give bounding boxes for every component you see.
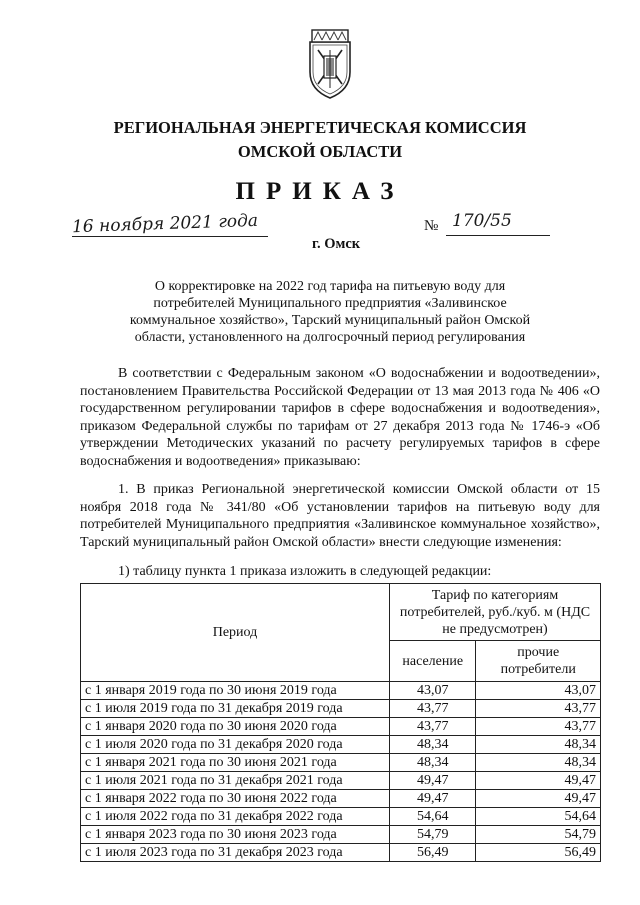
population-tariff-cell: 48,34 [390,754,476,772]
period-cell: с 1 января 2021 года по 30 июня 2021 года [81,754,390,772]
population-tariff-cell: 56,49 [390,844,476,862]
date-underline [72,236,268,237]
table-row [81,772,601,790]
other-tariff-cell: 49,47 [476,772,601,790]
period-cell: с 1 июля 2021 года по 31 декабря 2021 года [81,772,390,790]
table-row [81,790,601,808]
clause-1-paragraph: 1. В приказ Региональной энергетической комиссии Омской области от 15 ноября 2018 года № 341/80 «Об установлении тарифов на питьевую воду для потребителей Муниципального предприятия «Заливинское коммунальное хозяйство», Тарский муниципальный район Омской области» внести следующие изменения: [80,482,600,550]
period-cell: с 1 января 2019 года по 30 июня 2019 года [81,682,390,700]
preamble-paragraph: В соответствии с Федеральным законом «О водоснабжении и водоотведении», постановлением Правительства Российской Федерации от 13 мая 2013 года № 406 «О государственном регулировании тарифов в сфере водоснабжения и водоотведения», приказом Федеральной службы по тарифам от 27 декабря 2013 года № 1746-э «Об утверждении Методических указаний по расчету регулируемых тарифов в сфере водоснабжения и водоотведения» приказываю: [80,366,600,469]
population-tariff-cell: 43,07 [390,682,476,700]
table-row [81,718,601,736]
table-row [81,736,601,754]
number-underline [446,235,550,236]
table-row [81,844,601,862]
other-tariff-cell: 56,49 [476,844,601,862]
population-tariff-cell: 43,77 [390,718,476,736]
other-tariff-cell: 43,77 [476,718,601,736]
period-cell: с 1 января 2020 года по 30 июня 2020 года [81,718,390,736]
period-cell: с 1 июля 2020 года по 31 декабря 2020 года [81,736,390,754]
table-row [81,808,601,826]
other-tariff-cell: 54,79 [476,826,601,844]
city-label: г. Омск [312,236,361,252]
handwritten-date: 16 ноября 2021 года [71,210,259,238]
organization-name: РЕГИОНАЛЬНАЯ ЭНЕРГЕТИЧЕСКАЯ КОМИССИЯ [113,118,527,137]
omsk-coat-of-arms-icon [306,28,354,102]
column-header-other: прочие потребители [476,641,601,682]
other-tariff-cell: 49,47 [476,790,601,808]
population-tariff-cell: 49,47 [390,790,476,808]
period-cell: с 1 января 2022 года по 30 июня 2022 года [81,790,390,808]
population-tariff-cell: 43,77 [390,700,476,718]
population-tariff-cell: 49,47 [390,772,476,790]
other-tariff-cell: 43,77 [476,700,601,718]
table-row [81,754,601,772]
period-cell: с 1 июля 2022 года по 31 декабря 2022 года [81,808,390,826]
tariff-table [80,583,601,862]
population-tariff-cell: 54,64 [390,808,476,826]
population-tariff-cell: 54,79 [390,826,476,844]
column-header-period: Период [81,584,390,682]
period-cell: с 1 июля 2019 года по 31 декабря 2019 года [81,700,390,718]
period-cell: с 1 января 2023 года по 30 июня 2023 года [81,826,390,844]
column-header-population: население [390,641,476,682]
organization-region: ОМСКОЙ ОБЛАСТИ [237,142,403,161]
handwritten-number: 170/55 [452,211,512,231]
column-header-tariff: Тариф по категориям потребителей, руб./куб. м (НДС не предусмотрен) [390,584,601,641]
population-tariff-cell: 48,34 [390,736,476,754]
table-row [81,826,601,844]
order-subject: О корректировке на 2022 год тарифа на питьевую воду для потребителей Муниципального предприятия «Заливинское коммунальное хозяйство», Тарский муниципальный район Омской области, установленного на долгосрочный период регулирования [129,279,531,345]
number-sign: № [424,218,439,234]
period-cell: с 1 июля 2023 года по 31 декабря 2023 года [81,844,390,862]
subclause-1-paragraph: 1) таблицу пункта 1 приказа изложить в следующей редакции: [118,564,492,579]
other-tariff-cell: 43,07 [476,682,601,700]
document-type-title: ПРИКАЗ [235,178,405,205]
other-tariff-cell: 54,64 [476,808,601,826]
other-tariff-cell: 48,34 [476,736,601,754]
table-row [81,700,601,718]
other-tariff-cell: 48,34 [476,754,601,772]
table-row [81,682,601,700]
